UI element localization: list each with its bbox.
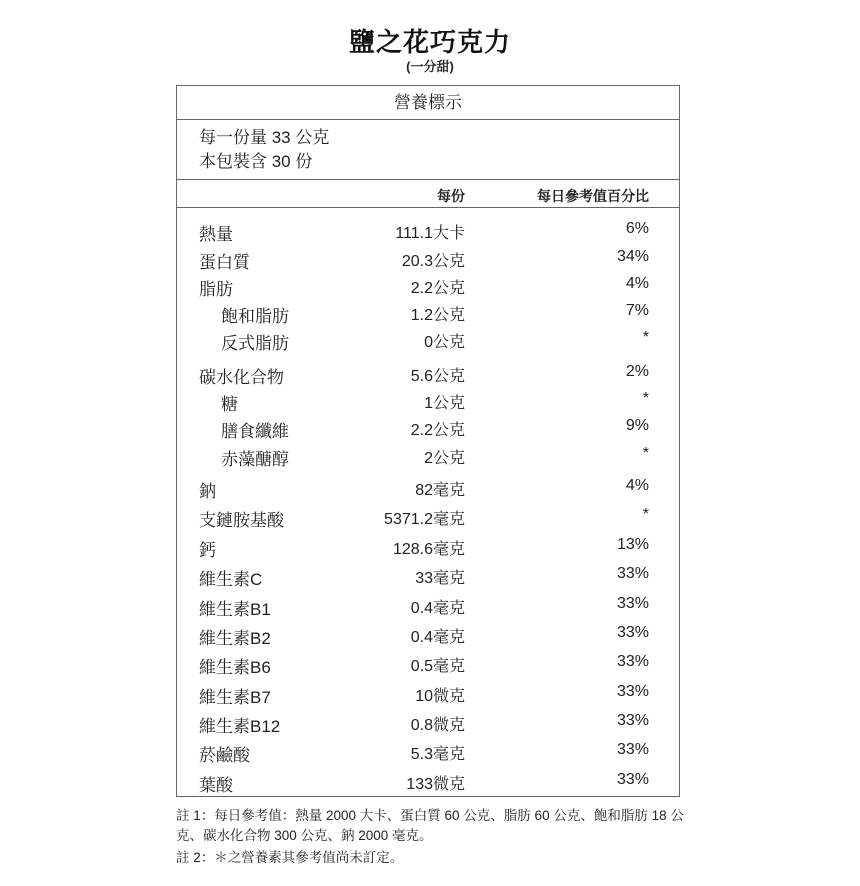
nutrient-daily-value-percent: 34% bbox=[616, 248, 649, 265]
product-subtitle: (一分甜) bbox=[406, 59, 454, 74]
nutrient-daily-value-percent: 4% bbox=[625, 275, 649, 292]
nutrient-row bbox=[177, 534, 679, 558]
nutrient-label: 維生素B6 bbox=[199, 658, 271, 677]
nutrient-daily-value-percent: 7% bbox=[625, 302, 649, 319]
nutrient-label: 飽和脂肪 bbox=[221, 307, 289, 326]
nutrient-daily-value-percent: 33% bbox=[616, 712, 649, 729]
nutrient-row bbox=[177, 681, 679, 705]
servings-per-package: 本包裝含 30 份 bbox=[199, 152, 313, 171]
nutrition-facts-panel bbox=[176, 85, 680, 797]
nutrient-label: 支鏈胺基酸 bbox=[199, 511, 284, 530]
nutrient-daily-value-percent: 33% bbox=[616, 595, 649, 612]
nutrient-row bbox=[177, 504, 679, 528]
nutrient-daily-value-percent: 33% bbox=[616, 653, 649, 670]
nutrient-label: 蛋白質 bbox=[199, 253, 250, 272]
nutrient-label: 維生素B7 bbox=[199, 688, 271, 707]
nutrient-per-serving-value: 10微克 bbox=[415, 688, 465, 705]
nutrient-per-serving-value: 133微克 bbox=[406, 776, 465, 793]
footnote-1: 註 1：每日參考值：熱量 2000 大卡、蛋白質 60 公克、脂肪 60 公克、飽和脂肪 18 公克、碳水化合物 300 公克、鈉 2000 毫克。 bbox=[176, 808, 684, 843]
nutrient-label: 維生素B12 bbox=[199, 717, 281, 736]
nutrient-per-serving-value: 128.6毫克 bbox=[392, 541, 465, 558]
product-title: 鹽之花巧克力 bbox=[348, 27, 511, 57]
serving-size: 每一份量 33 公克 bbox=[199, 128, 330, 147]
nutrient-label: 維生素C bbox=[199, 570, 263, 589]
nutrient-per-serving-value: 5371.2毫克 bbox=[384, 511, 465, 528]
nutrient-daily-value-percent: 33% bbox=[616, 624, 649, 641]
nutrient-per-serving-value: 111.1大卡 bbox=[395, 225, 465, 242]
nutrient-label: 膳食纖維 bbox=[221, 422, 289, 441]
nutrient-per-serving-value: 0.4毫克 bbox=[410, 600, 465, 617]
nutrient-daily-value-percent: 6% bbox=[625, 220, 649, 237]
nutrient-label: 維生素B2 bbox=[199, 629, 271, 648]
nutrient-per-serving-value: 0.4毫克 bbox=[410, 629, 465, 646]
nutrient-row bbox=[177, 710, 679, 734]
nutrient-row bbox=[177, 563, 679, 587]
nutrient-label: 脂肪 bbox=[199, 280, 233, 299]
footnote-2: 註 2：＊之營養素其參考值尚未訂定。 bbox=[176, 850, 404, 865]
nutrient-label: 葉酸 bbox=[199, 776, 233, 795]
nutrient-row bbox=[177, 769, 679, 793]
nutrient-daily-value-percent: 33% bbox=[616, 565, 649, 582]
nutrient-row bbox=[177, 593, 679, 617]
nutrient-row bbox=[177, 361, 679, 385]
nutrient-daily-value-percent: * bbox=[642, 506, 649, 523]
nutrient-daily-value-percent: 33% bbox=[616, 771, 649, 788]
nutrient-per-serving-value: 1.2公克 bbox=[410, 307, 465, 324]
nutrient-daily-value-percent: * bbox=[642, 390, 649, 407]
nutrient-daily-value-percent: 33% bbox=[616, 741, 649, 758]
column-header-daily-value: 每日參考值百分比 bbox=[537, 188, 649, 204]
column-header-per-serving: 每份 bbox=[437, 188, 465, 204]
nutrient-daily-value-percent: * bbox=[642, 445, 649, 462]
nutrient-daily-value-percent: 33% bbox=[616, 683, 649, 700]
nutrient-per-serving-value: 20.3公克 bbox=[401, 253, 465, 270]
nutrient-daily-value-percent: 13% bbox=[616, 536, 649, 553]
nutrient-row bbox=[177, 651, 679, 675]
nutrient-row bbox=[177, 388, 679, 412]
nutrient-per-serving-value: 5.6公克 bbox=[410, 368, 465, 385]
nutrient-daily-value-percent: 4% bbox=[625, 477, 649, 494]
nutrient-per-serving-value: 2.2公克 bbox=[410, 280, 465, 297]
nutrient-label: 鈣 bbox=[199, 541, 216, 560]
nutrient-per-serving-value: 2.2公克 bbox=[410, 422, 465, 439]
nutrient-per-serving-value: 0公克 bbox=[424, 334, 465, 351]
nutrient-daily-value-percent: 9% bbox=[625, 417, 649, 434]
panel-title: 營養標示 bbox=[177, 86, 679, 120]
nutrient-label: 碳水化合物 bbox=[199, 368, 284, 387]
nutrient-per-serving-value: 1公克 bbox=[424, 395, 465, 412]
nutrient-row bbox=[177, 273, 679, 297]
nutrient-label: 赤藻醣醇 bbox=[221, 450, 289, 469]
nutrient-row bbox=[177, 327, 679, 351]
nutrient-per-serving-value: 33毫克 bbox=[415, 570, 465, 587]
serving-info bbox=[199, 126, 329, 174]
nutrient-per-serving-value: 5.3毫克 bbox=[410, 746, 465, 763]
nutrient-per-serving-value: 0.8微克 bbox=[410, 717, 465, 734]
nutrient-row bbox=[177, 415, 679, 439]
nutrient-label: 反式脂肪 bbox=[221, 334, 289, 353]
column-header-row bbox=[177, 180, 679, 208]
nutrient-row bbox=[177, 443, 679, 467]
nutrient-label: 熱量 bbox=[199, 225, 233, 244]
nutrient-row bbox=[177, 218, 679, 242]
nutrient-row bbox=[177, 475, 679, 499]
nutrient-label: 維生素B1 bbox=[199, 600, 271, 619]
nutrient-row bbox=[177, 739, 679, 763]
nutrient-row bbox=[177, 246, 679, 270]
nutrient-label: 菸鹼酸 bbox=[199, 746, 250, 765]
nutrient-daily-value-percent: * bbox=[642, 329, 649, 346]
nutrient-label: 鈉 bbox=[199, 482, 216, 501]
nutrient-per-serving-value: 2公克 bbox=[424, 450, 465, 467]
nutrient-per-serving-value: 0.5毫克 bbox=[410, 658, 465, 675]
nutrient-daily-value-percent: 2% bbox=[625, 363, 649, 380]
nutrient-per-serving-value: 82毫克 bbox=[415, 482, 465, 499]
nutrient-row bbox=[177, 300, 679, 324]
nutrient-row bbox=[177, 622, 679, 646]
nutrient-label: 糖 bbox=[221, 395, 238, 414]
